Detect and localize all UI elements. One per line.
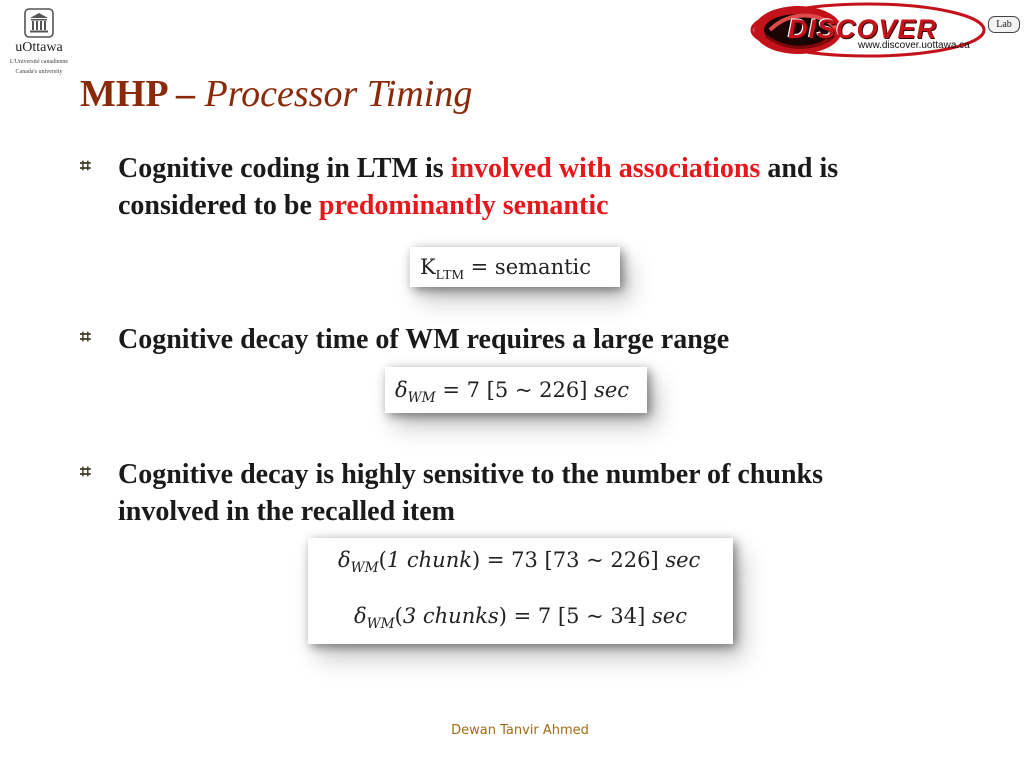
bullet-3 [80, 456, 930, 530]
formula-1-chunk: $\delta_{WM}(1$ chunk) = 73 [73 ~ 226] sec [338, 548, 701, 577]
hash-bullet-icon: ⌗ [80, 326, 91, 348]
formula-rhs: = semantic [463, 255, 592, 279]
bullet-1-part-1: Cognitive coding in LTM is [118, 153, 451, 184]
formula-wm-chunks [308, 538, 733, 644]
hash-bullet-icon: ⌗ [80, 461, 91, 483]
hash-bullet-icon: ⌗ [80, 155, 91, 177]
slide-footer-author: Dewan Tanvir Ahmed [451, 723, 589, 738]
formula-subscript: LTM [435, 268, 464, 283]
bullet-1 [80, 150, 930, 224]
formula-argument: 3 chunks [402, 604, 499, 628]
bullet-1-highlight-2: predominantly semantic [318, 190, 609, 221]
uottawa-subtitle-en: Canada's university [15, 69, 63, 75]
bullet-1-highlight-1: involved with associations [450, 153, 761, 184]
formula-symbol: δ [354, 604, 367, 628]
discover-lab-badge: Lab [988, 16, 1020, 33]
formula-unit: sec [652, 604, 687, 628]
bullet-2-text: Cognitive decay time of WM requires a large range [118, 324, 730, 355]
bullet-1-text [118, 150, 930, 224]
discover-wordmark: DISCOVER [788, 14, 938, 44]
formula-rhs: = 7 [5 ~ 34] [506, 604, 653, 628]
discover-lab-logo [750, 2, 1020, 62]
uottawa-name: uOttawa [15, 40, 63, 55]
formula-subscript: WM [366, 616, 395, 633]
bullet-1-part-2: and is considered to be [118, 153, 839, 221]
bullet-2 [80, 321, 930, 358]
slide-title [80, 72, 472, 116]
formula-symbol: δ [338, 548, 351, 572]
formula-rhs: = 73 [73 ~ 226] [480, 548, 666, 572]
formula-wm-decay [385, 367, 647, 413]
formula-subscript: WM [350, 560, 379, 577]
formula-unit: sec [594, 378, 630, 402]
uottawa-subtitle-fr: L'Université canadienne [9, 59, 69, 65]
building-icon [24, 8, 54, 38]
uottawa-logo [6, 8, 72, 76]
formula-symbol: K [420, 255, 436, 279]
slide-title-italic: Processor Timing [204, 73, 473, 115]
slide-title-main: MHP – [80, 73, 205, 115]
formula-argument: 1 chunk [386, 548, 472, 572]
formula-unit: sec [665, 548, 701, 572]
formula-rhs: = 7 [5 ~ 226] [435, 378, 595, 402]
formula-subscript: WM [407, 390, 436, 407]
bullet-3-text: Cognitive decay is highly sensitive to the number of chunks involved in the recalled item [118, 459, 823, 527]
formula-3-chunks: $\delta_{WM}(3$ chunks) = 7 [5 ~ 34] sec [354, 604, 687, 633]
formula-ltm-semantic [410, 247, 620, 287]
formula-symbol: δ [395, 378, 408, 402]
discover-url: www.discover.uottawa.ca [858, 40, 970, 51]
